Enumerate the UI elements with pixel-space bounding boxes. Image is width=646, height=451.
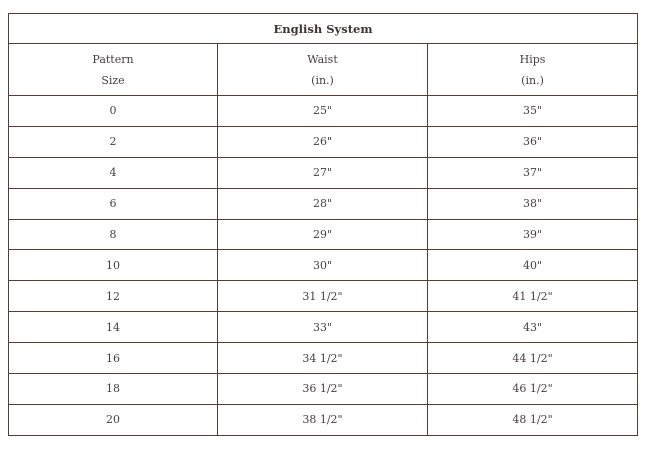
header-pattern-size-line1: Pattern bbox=[92, 52, 134, 66]
table-row bbox=[9, 312, 638, 343]
pattern-size-cell: 16 bbox=[9, 343, 218, 374]
pattern-size-cell: 0 bbox=[9, 96, 218, 127]
waist-cell: 38 1/2" bbox=[218, 404, 428, 435]
pattern-size-cell: 10 bbox=[9, 250, 218, 281]
table-row bbox=[9, 157, 638, 188]
hips-cell: 40" bbox=[428, 250, 638, 281]
header-pattern-size-line2: Size bbox=[101, 73, 125, 87]
header-hips-line1: Hips bbox=[519, 52, 546, 66]
hips-cell: 38" bbox=[428, 188, 638, 219]
table-title-row bbox=[9, 14, 638, 44]
pattern-size-cell: 6 bbox=[9, 188, 218, 219]
table-row bbox=[9, 219, 638, 250]
header-waist-line2: (in.) bbox=[311, 73, 334, 87]
pattern-size-cell: 4 bbox=[9, 157, 218, 188]
waist-cell: 26" bbox=[218, 126, 428, 157]
table-row bbox=[9, 343, 638, 374]
pattern-size-cell: 12 bbox=[9, 281, 218, 312]
waist-cell: 34 1/2" bbox=[218, 343, 428, 374]
pattern-size-cell: 8 bbox=[9, 219, 218, 250]
waist-cell: 36 1/2" bbox=[218, 374, 428, 405]
pattern-size-cell: 20 bbox=[9, 404, 218, 435]
hips-cell: 48 1/2" bbox=[428, 404, 638, 435]
pattern-size-cell: 14 bbox=[9, 312, 218, 343]
header-hips-line2: (in.) bbox=[521, 73, 544, 87]
table-header-row bbox=[9, 44, 638, 96]
header-waist-line1: Waist bbox=[307, 52, 338, 66]
hips-cell: 36" bbox=[428, 126, 638, 157]
waist-cell: 28" bbox=[218, 188, 428, 219]
pattern-size-cell: 2 bbox=[9, 126, 218, 157]
waist-cell: 25" bbox=[218, 96, 428, 127]
hips-cell: 37" bbox=[428, 157, 638, 188]
table-row bbox=[9, 96, 638, 127]
header-waist bbox=[218, 44, 428, 96]
waist-cell: 27" bbox=[218, 157, 428, 188]
waist-cell: 31 1/2" bbox=[218, 281, 428, 312]
table-row bbox=[9, 126, 638, 157]
table-row bbox=[9, 188, 638, 219]
hips-cell: 39" bbox=[428, 219, 638, 250]
size-chart-table bbox=[8, 13, 638, 436]
table-row bbox=[9, 250, 638, 281]
waist-cell: 33" bbox=[218, 312, 428, 343]
header-pattern-size bbox=[9, 44, 218, 96]
table-row bbox=[9, 281, 638, 312]
waist-cell: 29" bbox=[218, 219, 428, 250]
waist-cell: 30" bbox=[218, 250, 428, 281]
hips-cell: 43" bbox=[428, 312, 638, 343]
hips-cell: 46 1/2" bbox=[428, 374, 638, 405]
header-hips bbox=[428, 44, 638, 96]
hips-cell: 41 1/2" bbox=[428, 281, 638, 312]
table-title: English System bbox=[9, 14, 638, 44]
hips-cell: 44 1/2" bbox=[428, 343, 638, 374]
pattern-size-cell: 18 bbox=[9, 374, 218, 405]
hips-cell: 35" bbox=[428, 96, 638, 127]
table-row bbox=[9, 374, 638, 405]
table-row bbox=[9, 404, 638, 435]
